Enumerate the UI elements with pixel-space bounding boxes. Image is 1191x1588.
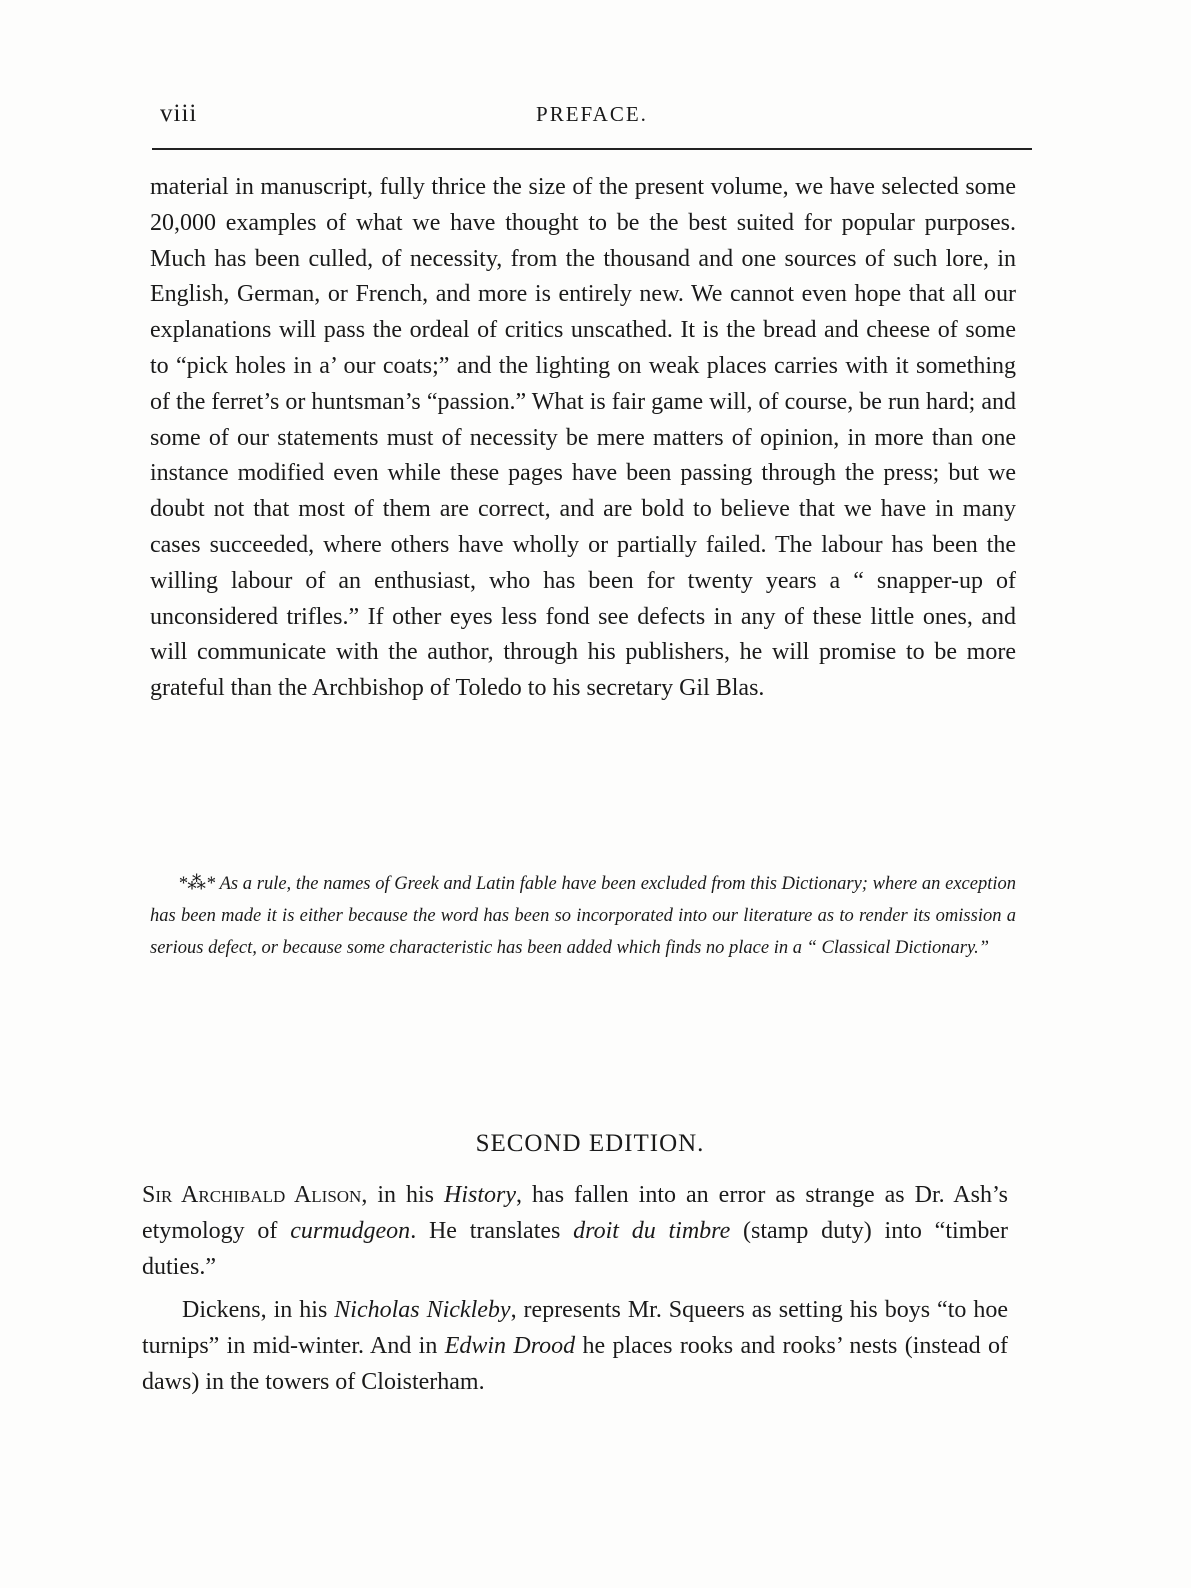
- term: droit du timbre: [573, 1217, 731, 1244]
- term: curmudgeon: [290, 1217, 411, 1244]
- book-title: History: [444, 1182, 517, 1208]
- second-edition-paragraph-1: Sir Archibald Alison, in his History, has fallen into an error as strange as Dr. Ash’s etymology of curmudgeon. He translates droit du timbre (stamp duty) into “timber duties.”: [142, 1182, 1008, 1280]
- book-title: Nicholas Nickleby: [334, 1297, 511, 1324]
- footnote: *⁂* As a rule, the names of Greek and Latin fable have been excluded from this Dictionary; where an exception has been made it is either because the word has been so incorporated into our literature as to render its omission a serious defect, or because some characteristic has been added which finds no place in a “ Classical Dictionary.”: [150, 874, 1016, 958]
- main-paragraph-block: [150, 170, 1016, 707]
- second-edition-body: [142, 1178, 1008, 1409]
- second-edition-paragraph-2: Dickens, in his Nicholas Nickleby, represents Mr. Squeers as setting his boys “to hoe turnips” in mid-winter. And in Edwin Drood he places rooks and rooks’ nests (instead of daws) in the towers of Cloisterham.: [142, 1297, 1009, 1395]
- running-head: PREFACE.: [536, 102, 648, 126]
- header-rule: [152, 148, 1032, 150]
- book-title: Edwin Drood: [444, 1333, 576, 1360]
- section-heading: SECOND EDITION.: [475, 1130, 705, 1157]
- author-name: Sir Archibald Alison: [142, 1182, 362, 1208]
- page-number: viii: [160, 100, 198, 127]
- page-header: [152, 100, 1032, 140]
- main-paragraph: material in manuscript, fully thrice the size of the present volume, we have selected some 20,000 examples of what we have thought to be the best suited for popular purposes. Much has been culled, of necessity, from the thousand and one sources of such lore, in English, German, or French, and more is entirely new. We cannot even hope that all our explanations will pass the ordeal of critics unscathed. It is the bread and cheese of some to “pick holes in a’ our coats;” and the lighting on weak places carries with it something of the ferret’s or huntsman’s “passion.” What is fair game will, of course, be run hard; and some of our statements must of necessity be mere matters of opinion, in more than one instance modified even while these pages have been passing through the press; but we doubt not that most of them are correct, and are bold to believe that we have in many cases succeeded, where others have wholly or partially failed. The labour has been the willing labour of an enthusiast, who has been for twenty years a “ snapper-up of unconsidered trifles.” If other eyes less fond see defects in any of these little ones, and will communicate with the author, through his publishers, he will promise to be more grateful than the Archbishop of Toledo to his secretary Gil Blas.: [150, 174, 1016, 702]
